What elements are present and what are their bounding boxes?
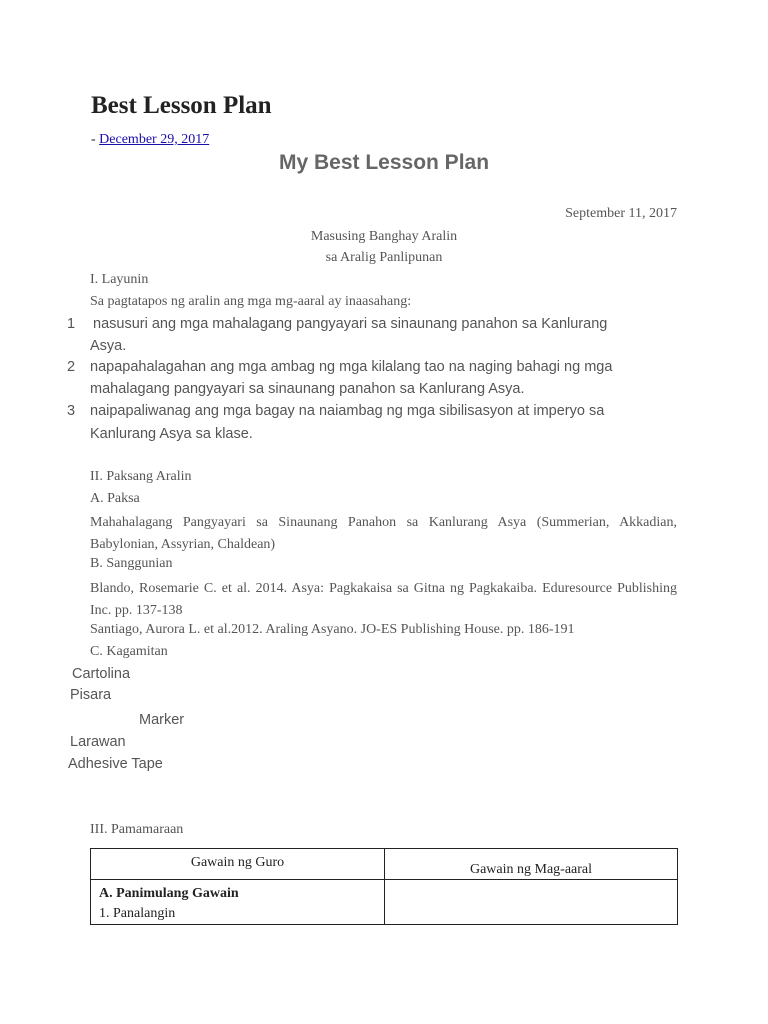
post-date-link[interactable]: December 29, 2017 <box>99 132 210 147</box>
column-header-teacher: Gawain ng Guro <box>190 855 285 870</box>
column-header-student: Gawain ng Mag-aaral <box>469 862 593 877</box>
table-cell <box>91 880 385 925</box>
kagamitan-heading: C. Kagamitan <box>90 644 168 659</box>
document-subtitle-2: sa Aralig Panlipunan <box>325 250 443 265</box>
table-header-cell <box>385 849 678 880</box>
objective-number: 3 <box>67 403 76 419</box>
layunin-intro: Sa pagtatapos ng aralin ang mga mg-aaral ay inaasahang: <box>90 294 412 309</box>
material-item: Marker <box>139 712 185 728</box>
sanggunian-heading: B. Sanggunian <box>90 556 173 571</box>
row-heading: A. Panimulang Gawain <box>99 886 239 901</box>
layunin-heading: I. Layunin <box>90 272 149 287</box>
table-cell <box>385 880 678 925</box>
paksa-heading: A. Paksa <box>90 491 140 506</box>
objective-line: nasusuri ang mga mahalagang pangyayari sa sinaunang panahon sa Kanlurang <box>93 316 608 332</box>
pamamaraan-heading: III. Pamamaraan <box>90 822 184 837</box>
material-item: Pisara <box>70 687 112 703</box>
paksa-text: Mahahalagang Pangyayari sa Sinaunang Panahon sa Kanlurang Asya (Summerian, Akkadian, Babylonian, Assyrian, Chaldean) <box>90 515 677 552</box>
row-item: 1. Panalangin <box>99 906 176 921</box>
document-subtitle-1: Masusing Banghay Aralin <box>310 229 458 244</box>
objective-number: 1 <box>67 316 76 332</box>
blog-title: Best Lesson Plan <box>91 92 272 119</box>
objective-number: 2 <box>67 359 76 375</box>
reference-item: Santiago, Aurora L. et al.2012. Araling Asyano. JO-ES Publishing House. pp. 186-191 <box>90 622 575 637</box>
document-date: September 11, 2017 <box>565 206 677 221</box>
objective-line: naipapaliwanag ang mga bagay na naiambag ng mga sibilisasyon at imperyo sa <box>90 403 605 419</box>
document-title: My Best Lesson Plan <box>278 151 490 174</box>
material-item: Cartolina <box>72 666 131 682</box>
objective-line: mahalagang pangyayari sa sinaunang panahon sa Kanlurang Asya. <box>90 381 525 397</box>
date-prefix: - <box>91 132 96 147</box>
post-date <box>91 132 209 148</box>
paksang-aralin-heading: II. Paksang Aralin <box>90 469 192 484</box>
table-header-row <box>91 849 678 880</box>
objective-line: napapahalagahan ang mga ambag ng mga kilalang tao na naging bahagi ng mga <box>90 359 613 375</box>
table-header-cell <box>91 849 385 880</box>
objective-line: Asya. <box>90 338 127 354</box>
reference-item: Blando, Rosemarie C. et al. 2014. Asya: Pagkakaisa sa Gitna ng Pagkakaiba. Eduresource Publishing Inc. pp. 137-138 <box>90 581 677 618</box>
table-row <box>91 880 678 925</box>
material-item: Adhesive Tape <box>68 756 163 772</box>
objective-line: Kanlurang Asya sa klase. <box>90 426 253 442</box>
procedure-table <box>90 848 678 925</box>
material-item: Larawan <box>70 734 126 750</box>
